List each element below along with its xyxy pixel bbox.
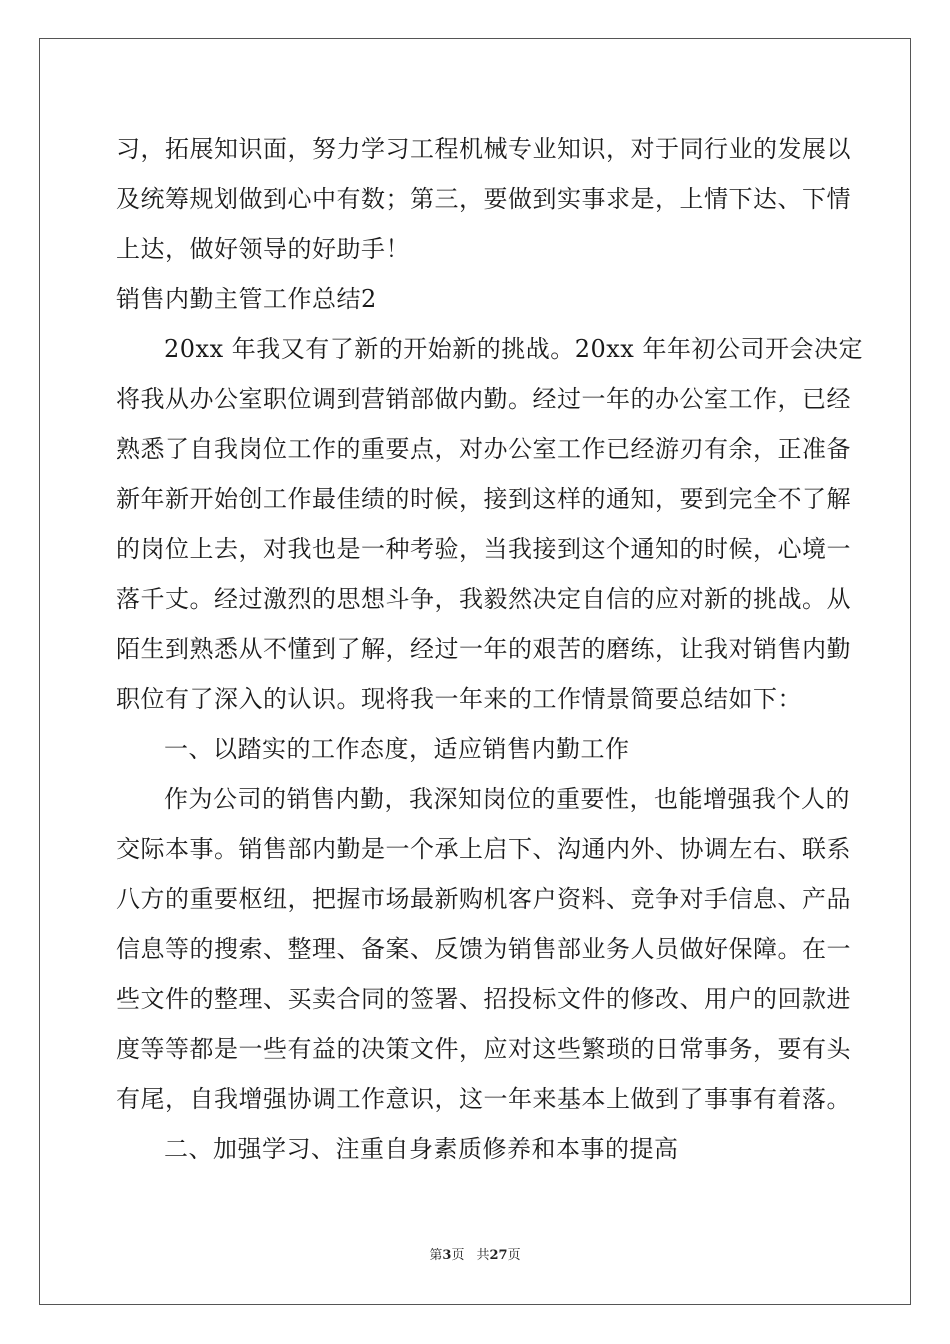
text-line: 八方的重要枢纽，把握市场最新购机客户资料、竞争对手信息、产品 <box>116 885 851 913</box>
text-line: 有尾，自我增强协调工作意识，这一年来基本上做到了事事有着落。 <box>116 1085 851 1113</box>
total-pages: 27 <box>489 1248 508 1263</box>
total-suffix: 页 <box>507 1248 521 1263</box>
page-number: 3 <box>442 1248 452 1263</box>
text-line: 及统筹规划做到心中有数；第三，要做到实事求是，上情下达、下情 <box>116 185 851 213</box>
text-line: 习，拓展知识面，努力学习工程机械专业知识，对于同行业的发展以 <box>116 135 851 163</box>
subsection-title: 二、加强学习、注重自身素质修养和本事的提高 <box>164 1135 679 1163</box>
text-line: 新年新开始创工作最佳绩的时候，接到这样的通知，要到完全不了解 <box>116 485 851 513</box>
text-line: 陌生到熟悉从不懂到了解，经过一年的艰苦的磨练，让我对销售内勤 <box>116 635 851 663</box>
page-suffix: 页 <box>451 1248 465 1263</box>
document-body <box>116 124 863 1174</box>
total-prefix: 共 <box>476 1248 490 1263</box>
text-line: 职位有了深入的认识。现将我一年来的工作情景简要总结如下： <box>116 685 802 713</box>
text-line: 的岗位上去，对我也是一种考验，当我接到这个通知的时候，心境一 <box>116 535 851 563</box>
text-line: 交际本事。销售部内勤是一个承上启下、沟通内外、协调左右、联系 <box>116 835 851 863</box>
text-line: 落千丈。经过激烈的思想斗争，我毅然决定自信的应对新的挑战。从 <box>116 585 851 613</box>
text-line: 些文件的整理、买卖合同的签署、招投标文件的修改、用户的回款进 <box>116 985 851 1013</box>
subsection-title: 一、以踏实的工作态度，适应销售内勤工作 <box>164 735 630 763</box>
page-footer <box>0 1244 950 1263</box>
section-heading: 销售内勤主管工作总结2 <box>116 285 377 313</box>
text-line: 作为公司的销售内勤，我深知岗位的重要性，也能增强我个人的 <box>164 785 850 813</box>
text-line: 熟悉了自我岗位工作的重要点，对办公室工作已经游刃有余，正准备 <box>116 435 851 463</box>
text-line: 20xx 年我又有了新的开始新的挑战。20xx 年年初公司开会决定 <box>164 335 863 363</box>
page-prefix: 第 <box>429 1248 443 1263</box>
text-line: 上达，做好领导的好助手！ <box>116 235 410 263</box>
text-line: 将我从办公室职位调到营销部做内勤。经过一年的办公室工作，已经 <box>116 385 851 413</box>
text-line: 度等等都是一些有益的决策文件，应对这些繁琐的日常事务，要有头 <box>116 1035 851 1063</box>
text-line: 信息等的搜索、整理、备案、反馈为销售部业务人员做好保障。在一 <box>116 935 851 963</box>
